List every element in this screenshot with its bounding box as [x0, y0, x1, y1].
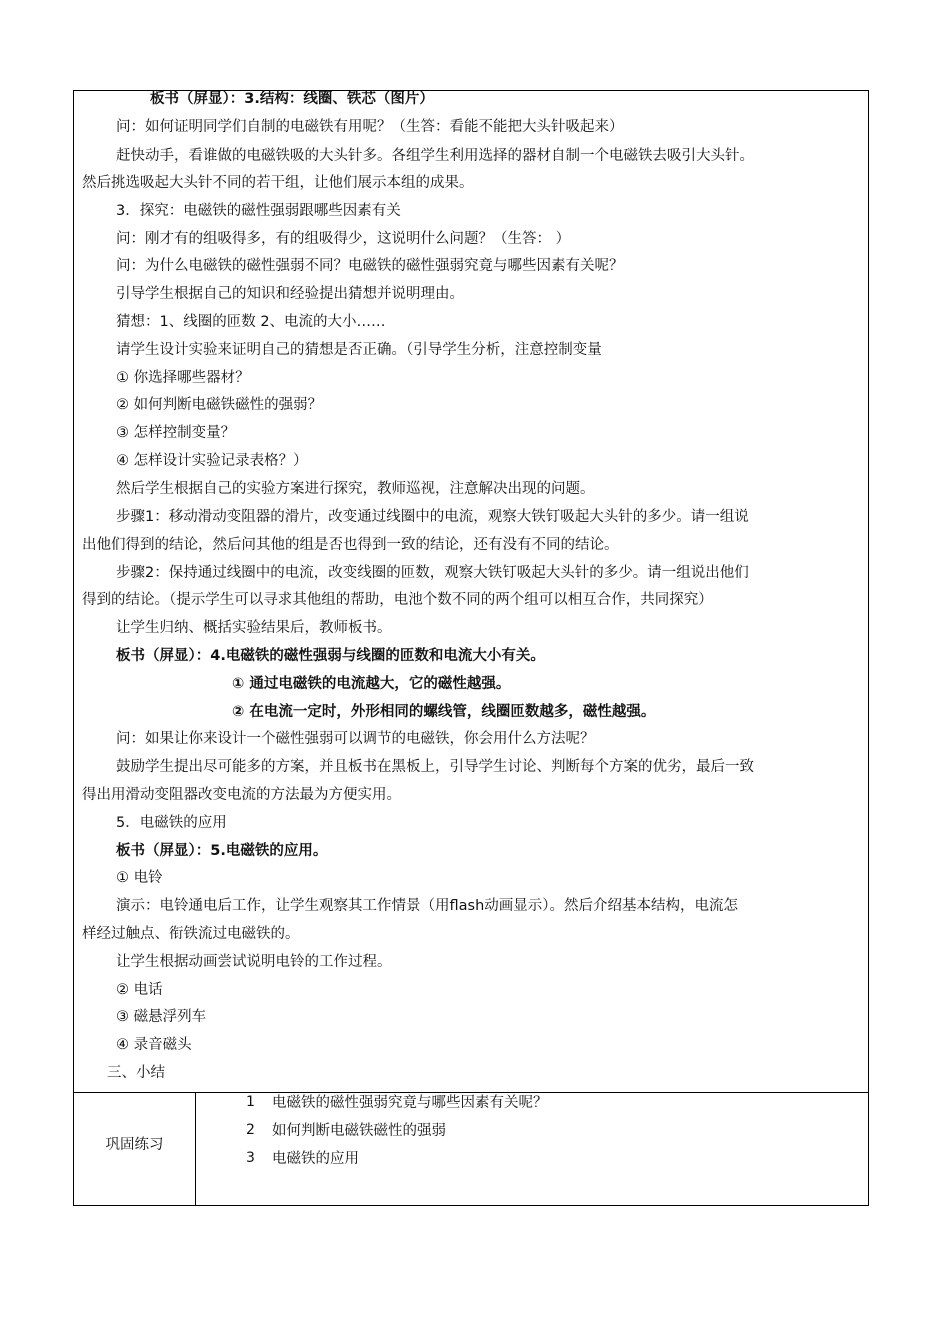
practice-item-text: 如何判断电磁铁磁性的强弱	[272, 1123, 446, 1139]
board-heading-conclusion: 板书（屏显）：4.电磁铁的磁性强弱与线圈的匝数和电流大小有关。	[116, 648, 545, 664]
text-line: 得出用滑动变阻器改变电流的方法最为方便实用。	[82, 787, 401, 803]
text-line: 赶快动手，看谁做的电磁铁吸的大头针多。各组学生利用选择的器材自制一个电磁铁去吸引大头针。	[116, 148, 754, 164]
text-line: 得到的结论。（提示学生可以寻求其他组的帮助，电池个数不同的两个组可以相互合作，共同探究）	[82, 592, 713, 608]
list-item: ④ 录音磁头	[116, 1037, 192, 1053]
section-heading: 三、小结	[107, 1065, 165, 1081]
list-item: ③ 怎样控制变量？	[116, 425, 236, 441]
text-line: 鼓励学生提出尽可能多的方案，并且板书在黑板上，引导学生讨论、判断每个方案的优劣，最后一致	[116, 759, 754, 775]
conclusion-item: ① 通过电磁铁的电流越大，它的磁性越强。	[232, 676, 511, 692]
text-line: 然后学生根据自己的实验方案进行探究，教师巡视，注意解决出现的问题。	[116, 481, 595, 497]
text-line: 问：刚才有的组吸得多，有的组吸得少，这说明什么问题？（生答： ）	[116, 231, 571, 247]
practice-item-number: 1	[246, 1094, 255, 1110]
section-heading: 3．探究：电磁铁的磁性强弱跟哪些因素有关	[116, 203, 401, 219]
list-item: ② 电话	[116, 982, 163, 998]
column-divider	[195, 1092, 196, 1206]
list-item: ④ 怎样设计实验记录表格？）	[116, 453, 308, 469]
text-line: 引导学生根据自己的知识和经验提出猜想并说明理由。	[116, 286, 464, 302]
practice-item-number: 2	[246, 1122, 255, 1138]
text-line: 问：如何证明同学们自制的电磁铁有用呢？（生答：看能不能把大头针吸起来）	[116, 119, 624, 135]
text-line: 步骤1：移动滑动变阻器的滑片，改变通过线圈中的电流，观察大铁钉吸起大头针的多少。请一组说	[116, 509, 749, 525]
text-line: 请学生设计实验来证明自己的猜想是否正确。（引导学生分析，注意控制变量	[116, 342, 602, 358]
conclusion-item: ② 在电流一定时，外形相同的螺线管，线圈匝数越多，磁性越强。	[232, 704, 656, 720]
text-line: 让学生归纳、概括实验结果后，教师板书。	[116, 620, 392, 636]
text-line: 猜想：1、线圈的匝数 2、电流的大小……	[116, 314, 386, 330]
text-line: 让学生根据动画尝试说明电铃的工作过程。	[116, 954, 392, 970]
practice-item-text: 电磁铁的应用	[272, 1151, 359, 1167]
board-heading-structure: 板书（屏显）：3.结构：线圈、铁芯（图片）	[150, 91, 434, 107]
text-line: 步骤2：保持通过线圈中的电流，改变线圈的匝数，观察大铁钉吸起大头针的多少。请一组说出他们	[116, 565, 749, 581]
list-item: ① 你选择哪些器材？	[116, 370, 250, 386]
section-heading: 5．电磁铁的应用	[116, 815, 227, 831]
text-line: 出他们得到的结论，然后问其他的组是否也得到一致的结论，还有没有不同的结论。	[82, 537, 619, 553]
list-item: ① 电铃	[116, 870, 163, 886]
list-item: ③ 磁悬浮列车	[116, 1009, 207, 1025]
text-line: 演示：电铃通电后工作，让学生观察其工作情景（用flash动画显示）。然后介绍基本结构，电流怎	[116, 898, 739, 914]
practice-item-text: 电磁铁的磁性强弱究竟与哪些因素有关呢？	[272, 1095, 548, 1111]
list-item: ② 如何判断电磁铁磁性的强弱？	[116, 397, 323, 413]
text-line: 问：为什么电磁铁的磁性强弱不同？电磁铁的磁性强弱究竟与哪些因素有关呢？	[116, 258, 624, 274]
practice-item-number: 3	[246, 1150, 255, 1166]
text-line: 然后挑选吸起大头针不同的若干组，让他们展示本组的成果。	[82, 175, 474, 191]
board-heading-application: 板书（屏显）：5.电磁铁的应用。	[116, 843, 328, 859]
practice-label: 巩固练习	[105, 1137, 164, 1153]
text-line: 样经过触点、衔铁流过电磁铁的。	[82, 926, 300, 942]
text-line: 问：如果让你来设计一个磁性强弱可以调节的电磁铁，你会用什么方法呢？	[116, 731, 595, 747]
